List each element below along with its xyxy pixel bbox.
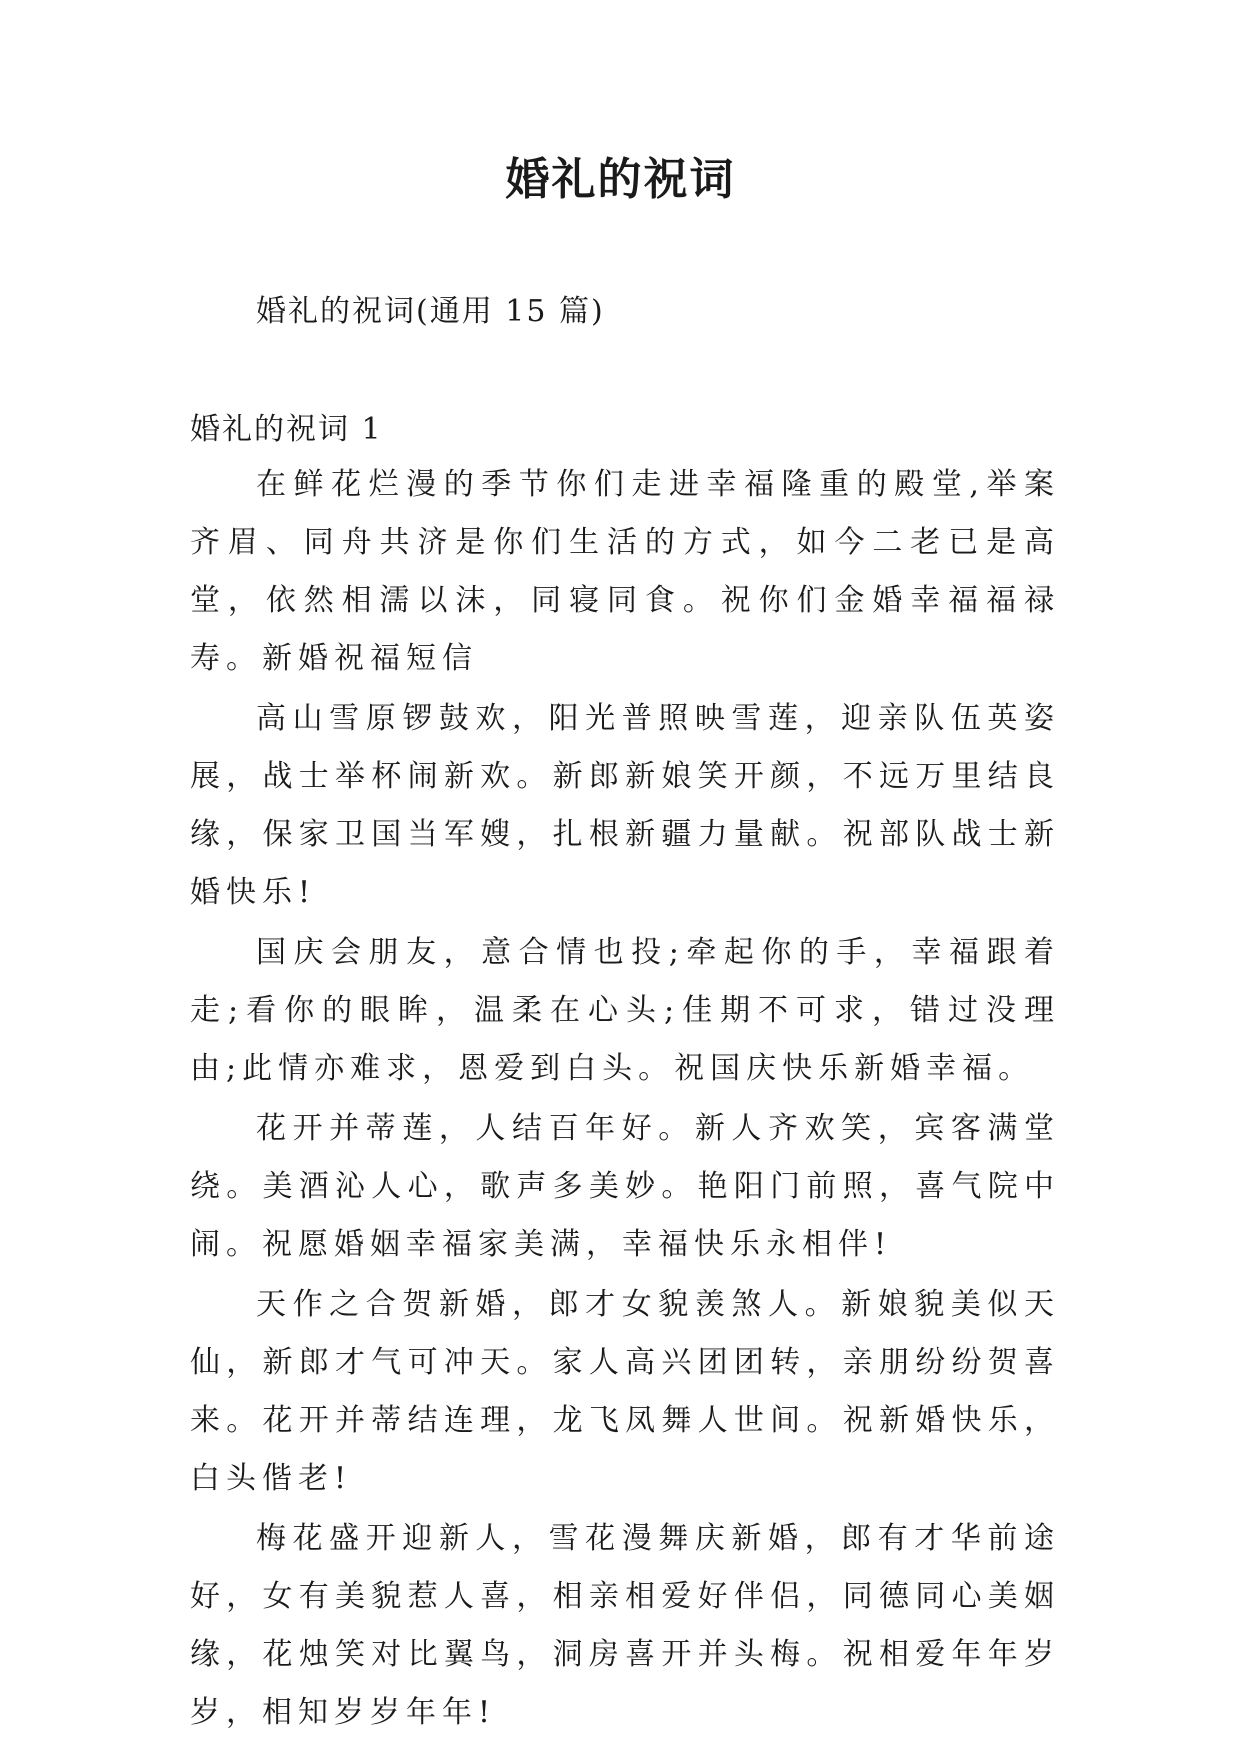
paragraph: 花开并蒂莲，人结百年好。新人齐欢笑，宾客满堂绕。美酒沁人心，歌声多美妙。艳阳门前照，喜气院中闹。祝愿婚姻幸福家美满，幸福快乐永相伴! xyxy=(190,1111,1060,1262)
paragraph: 天作之合贺新婚，郎才女貌羡煞人。新娘貌美似天仙，新郎才气可冲天。家人高兴团团转，亲朋纷纷贺喜来。花开并蒂结连理，龙飞凤舞人世间。祝新婚快乐，白头偕老! xyxy=(190,1287,1060,1496)
paragraph: 高山雪原锣鼓欢，阳光普照映雪莲，迎亲队伍英姿展，战士举杯闹新欢。新郎新娘笑开颜，不远万里结良缘，保家卫国当军嫂，扎根新疆力量献。祝部队战士新婚快乐! xyxy=(190,701,1060,910)
paragraph: 梅花盛开迎新人，雪花漫舞庆新婚，郎有才华前途好，女有美貌惹人喜，相亲相爱好伴侣，同德同心美姻缘，花烛笑对比翼鸟，洞房喜开并头梅。祝相爱年年岁岁，相知岁岁年年! xyxy=(190,1521,1060,1730)
document-body xyxy=(190,456,1060,1744)
paragraph: 国庆会朋友，意合情也投;牵起你的手，幸福跟着走;看你的眼眸，温柔在心头;佳期不可求，错过没理由;此情亦难求，恩爱到白头。祝国庆快乐新婚幸福。 xyxy=(190,935,1060,1086)
document-title: 婚礼的祝词 xyxy=(505,154,736,205)
paragraph: 在鲜花烂漫的季节你们走进幸福隆重的殿堂,举案齐眉、同舟共济是你们生活的方式，如今二老已是高堂，依然相濡以沫，同寝同食。祝你们金婚幸福福禄寿。新婚祝福短信 xyxy=(190,467,1060,676)
document-subtitle: 婚礼的祝词(通用 15 篇) xyxy=(256,294,605,329)
section-heading: 婚礼的祝词 1 xyxy=(190,412,383,447)
